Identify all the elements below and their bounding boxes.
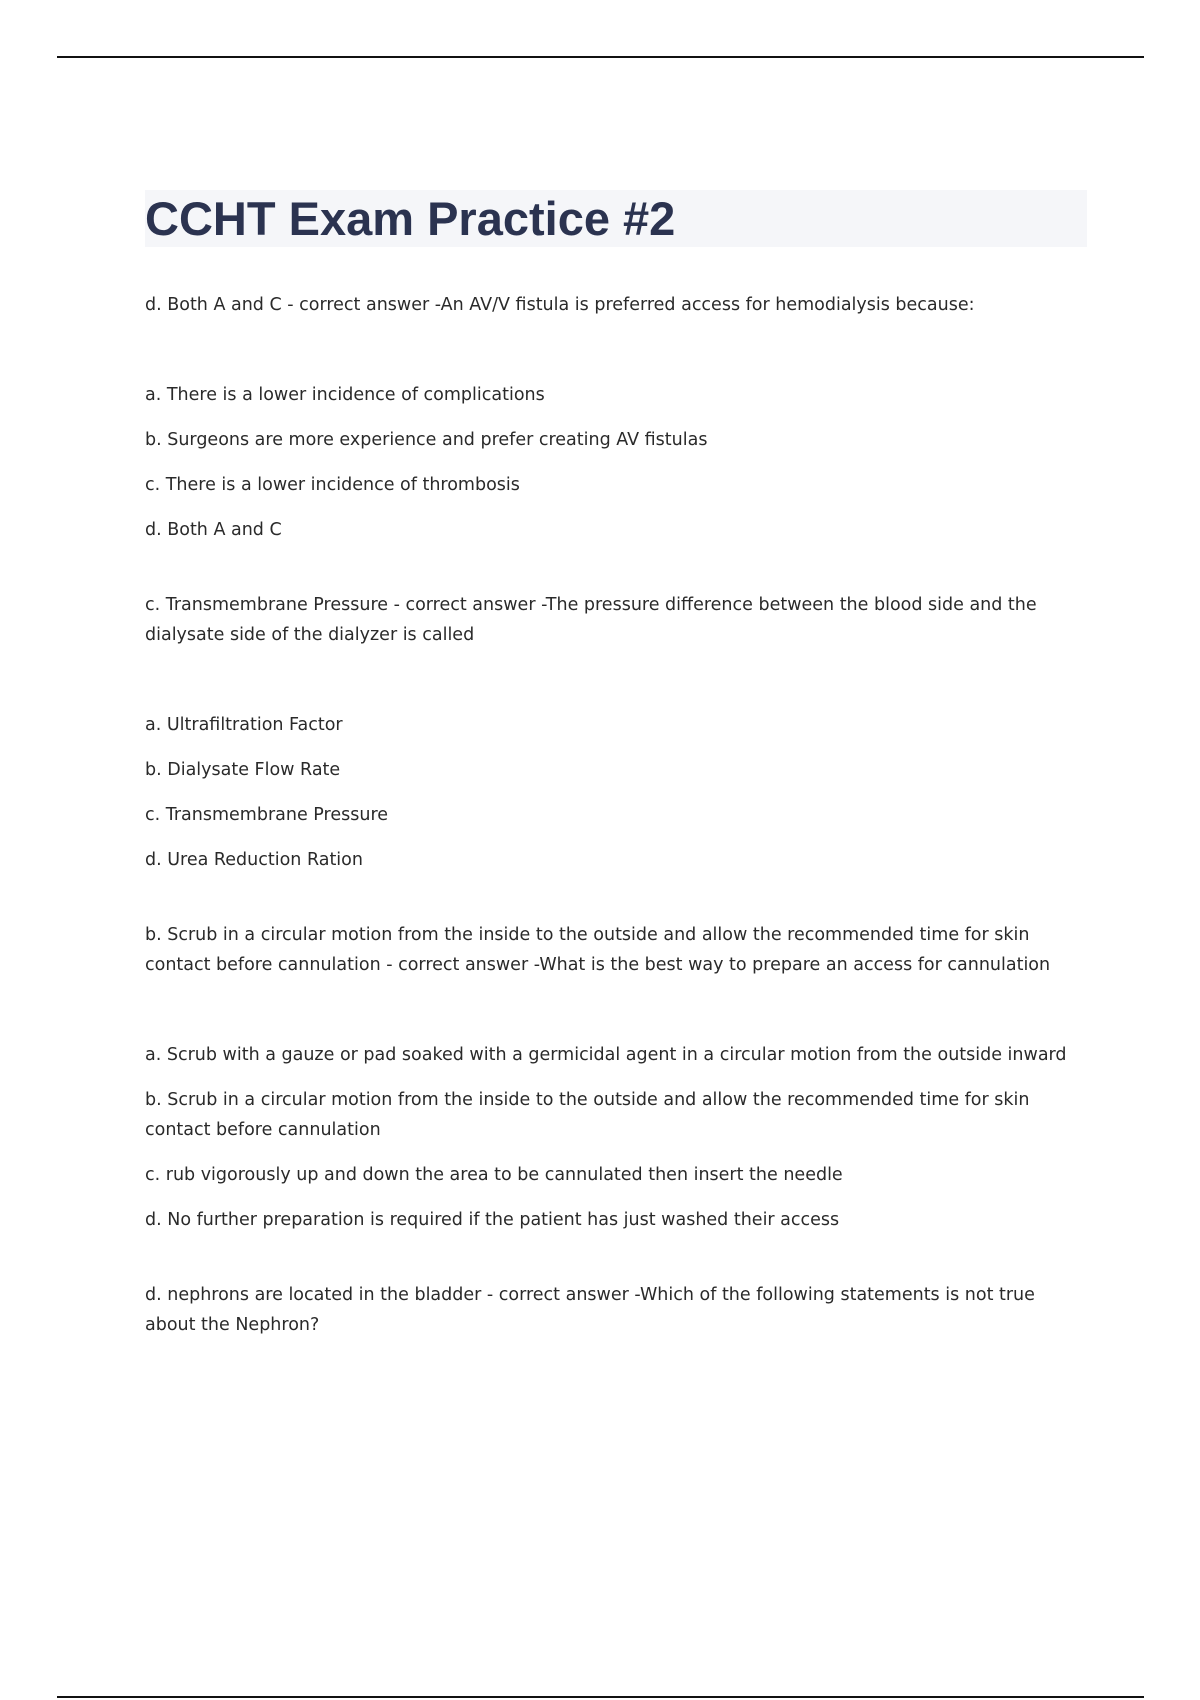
option-1d: d. Both A and C (145, 520, 282, 540)
option-1b: b. Surgeons are more experience and prefer creating AV fistulas (145, 430, 708, 450)
question-4: d. nephrons are located in the bladder - correct answer -Which of the following statements is not true about the Nephron? (145, 1285, 1035, 1335)
options-1 (145, 380, 1090, 545)
question-3: b. Scrub in a circular motion from the inside to the outside and allow the recommended time for skin contact before cannulation - correct answer -What is the best way to prepare an access for cannulation (145, 925, 1051, 975)
document-body (145, 290, 1090, 1400)
bottom-rule (57, 1696, 1144, 1698)
question-2: c. Transmembrane Pressure - correct answer -The pressure difference between the blood side and the dialysate side of the dialyzer is called (145, 595, 1037, 645)
option-2a: a. Ultrafiltration Factor (145, 715, 343, 735)
top-rule (57, 56, 1144, 58)
option-2c: c. Transmembrane Pressure (145, 805, 389, 825)
options-2 (145, 710, 1090, 875)
option-2d: d. Urea Reduction Ration (145, 850, 363, 870)
option-3a: a. Scrub with a gauze or pad soaked with a germicidal agent in a circular motion from the outside inward (145, 1045, 1067, 1065)
question-1: d. Both A and C - correct answer -An AV/V fistula is preferred access for hemodialysis because: (145, 295, 975, 315)
option-1c: c. There is a lower incidence of thrombosis (145, 475, 520, 495)
page-title: CCHT Exam Practice #2 (145, 192, 676, 245)
options-3 (145, 1040, 1090, 1235)
option-1a: a. There is a lower incidence of complications (145, 385, 545, 405)
option-3b: b. Scrub in a circular motion from the inside to the outside and allow the recommended time for skin contact before cannulation (145, 1090, 1030, 1140)
option-3c: c. rub vigorously up and down the area to be cannulated then insert the needle (145, 1165, 843, 1185)
option-2b: b. Dialysate Flow Rate (145, 760, 341, 780)
option-3d: d. No further preparation is required if the patient has just washed their access (145, 1210, 840, 1230)
